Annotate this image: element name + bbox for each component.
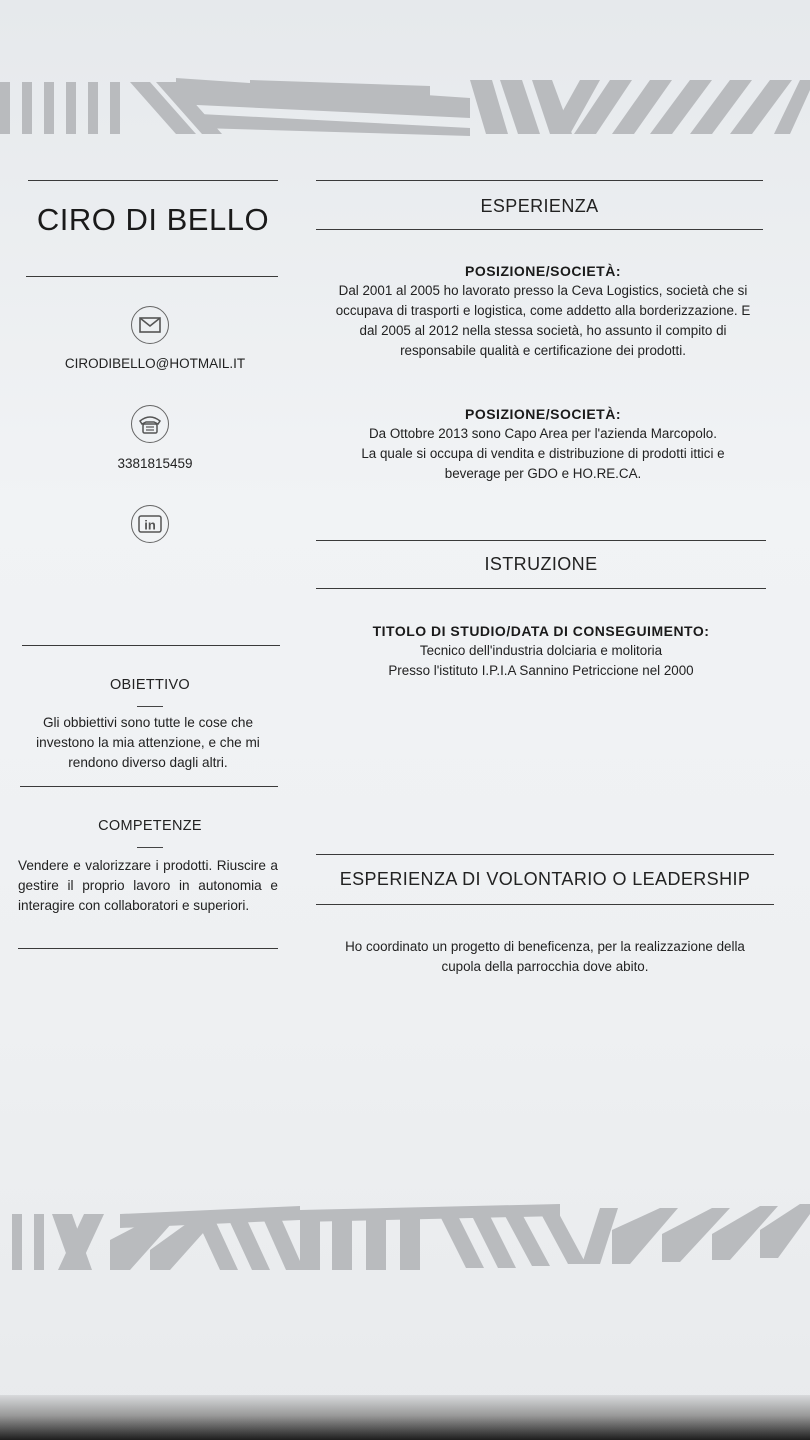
experience-line: La quale si occupa di vendita e distribuzione di prodotti ittici e bbox=[361, 446, 725, 461]
experience-title: ESPERIENZA bbox=[480, 196, 599, 216]
experience-line: dal 2005 al 2012 nella stessa società, ho assunto il compito di bbox=[359, 323, 727, 338]
objective-bottom-rule bbox=[20, 786, 278, 787]
education-title: ISTRUZIONE bbox=[484, 554, 598, 574]
skills-dash bbox=[137, 847, 163, 848]
skills-text: Vendere e valorizzare i prodotti. Riuscire a gestire il proprio lavoro in autonomia e interagire con collaboratori e superiori. bbox=[18, 858, 278, 913]
education-heading: TITOLO DI STUDIO/DATA DI CONSEGUIMENTO: bbox=[372, 623, 710, 639]
skills-bottom-rule bbox=[18, 948, 278, 949]
experience-line: occupava di trasporti e logistica, come addetto alla borderizzazione. E bbox=[335, 303, 751, 318]
email-text: CIRODIBELLO@HOTMAIL.IT bbox=[64, 356, 246, 371]
experience-line: Dal 2001 al 2005 ho lavorato presso la Ceva Logistics, società che si bbox=[338, 283, 748, 298]
volunteer-line: cupola della parrocchia dove abito. bbox=[441, 959, 649, 974]
linkedin-glyph: in bbox=[144, 517, 156, 533]
telephone-icon bbox=[131, 405, 169, 443]
objective-line: Gli obbiettivi sono tutte le cose che bbox=[42, 715, 254, 730]
experience-line: responsabile qualità e certificazione dei prodotti. bbox=[400, 343, 686, 358]
objective-title: OBIETTIVO bbox=[109, 677, 191, 693]
phone-text: 3381815459 bbox=[117, 456, 193, 471]
volunteer-bottom-rule bbox=[316, 904, 774, 905]
bottom-decorative-band bbox=[0, 1200, 810, 1272]
education-top-rule bbox=[316, 540, 766, 541]
experience-entry-heading: POSIZIONE/SOCIETÀ: bbox=[464, 263, 621, 279]
experience-top-rule bbox=[316, 180, 763, 181]
volunteer-title: ESPERIENZA DI VOLONTARIO O LEADERSHIP bbox=[339, 869, 751, 889]
objective-top-rule bbox=[22, 645, 280, 646]
skills-title: COMPETENZE bbox=[98, 818, 202, 834]
candidate-name: CIRO DI BELLO bbox=[36, 202, 270, 237]
experience-line: beverage per GDO e HO.RE.CA. bbox=[444, 466, 642, 481]
experience-entry bbox=[306, 404, 780, 484]
education-entry bbox=[316, 621, 766, 681]
education-bottom-rule bbox=[316, 588, 766, 589]
left-top-rule bbox=[28, 180, 278, 181]
objective-text bbox=[18, 713, 278, 773]
experience-line: Da Ottobre 2013 sono Capo Area per l'azienda Marcopolo. bbox=[369, 426, 717, 441]
volunteer-entry bbox=[316, 937, 774, 977]
objective-dash bbox=[137, 706, 163, 707]
volunteer-top-rule bbox=[316, 854, 774, 855]
experience-entry bbox=[306, 261, 780, 361]
name-bottom-rule bbox=[26, 276, 278, 277]
top-decorative-band bbox=[0, 78, 810, 136]
volunteer-line: Ho coordinato un progetto di beneficenza, per la realizzazione della bbox=[345, 939, 745, 954]
experience-bottom-rule bbox=[316, 229, 763, 230]
linkedin-icon bbox=[131, 505, 169, 543]
objective-line: rendono diverso dagli altri. bbox=[68, 755, 228, 770]
objective-line: investono la mia attenzione, e che mi bbox=[36, 735, 260, 750]
education-line: Tecnico dell'industria dolciaria e molitoria bbox=[419, 643, 663, 658]
experience-entry-heading: POSIZIONE/SOCIETÀ: bbox=[464, 406, 621, 422]
photo-bottom-edge bbox=[0, 1395, 810, 1440]
education-line: Presso l'istituto I.P.I.A Sannino Petriccione nel 2000 bbox=[388, 663, 694, 678]
envelope-icon bbox=[131, 306, 169, 344]
